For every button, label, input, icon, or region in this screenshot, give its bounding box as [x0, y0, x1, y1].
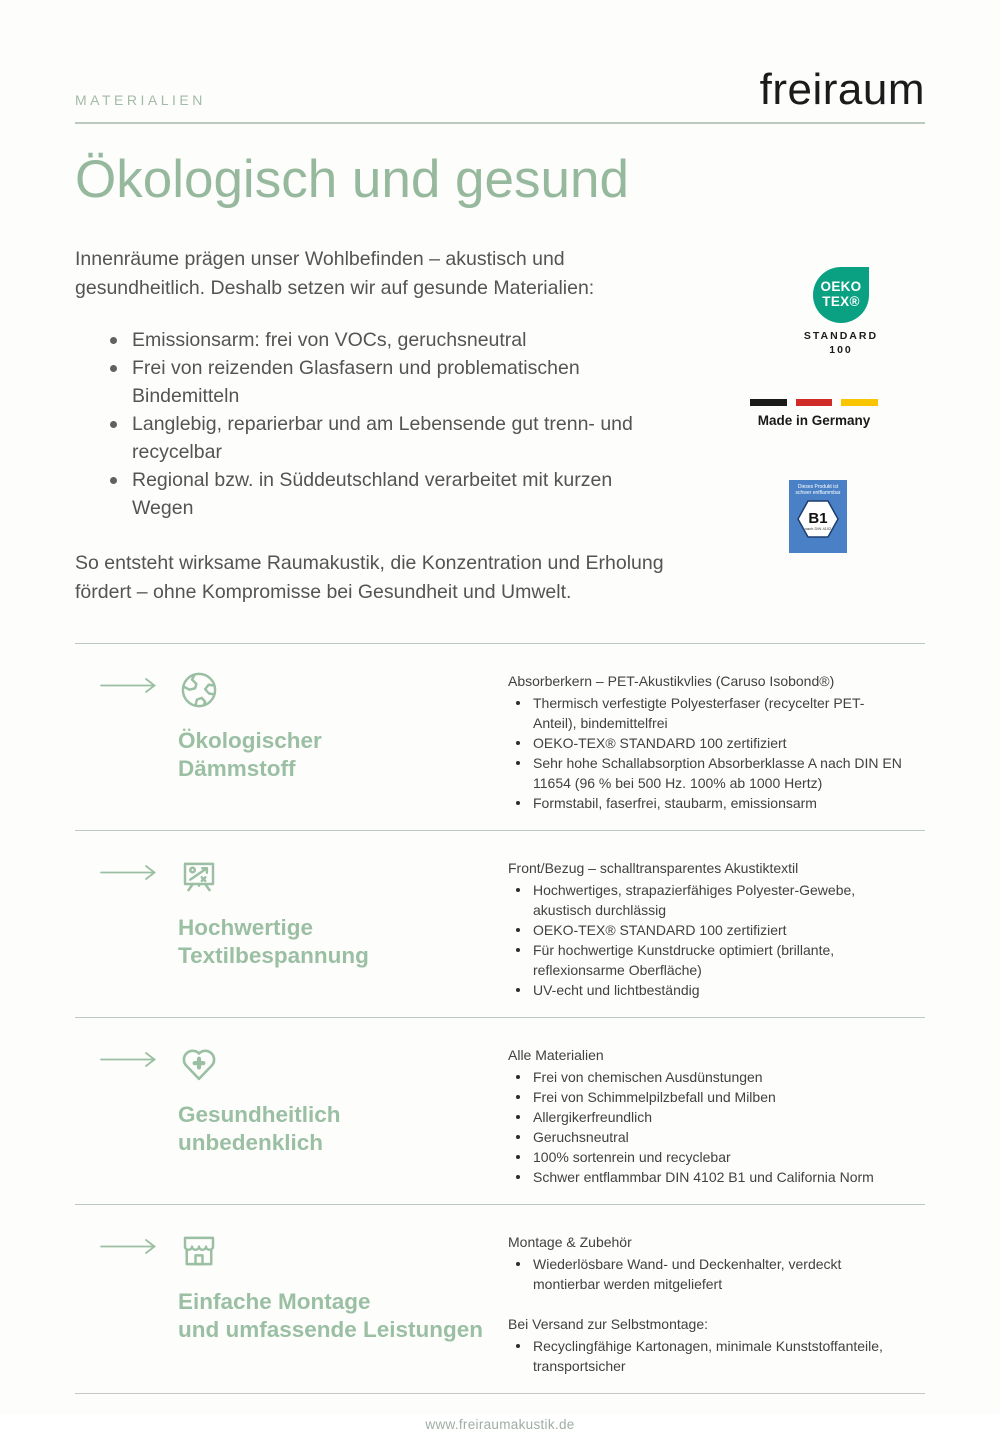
feature-heading-line: unbedenklich — [178, 1129, 324, 1155]
feature-bullet: Sehr hohe Schallabsorption Absorberklasse A nach DIN EN 11654 (96 % bei 500 Hz. 100% ab 1000 Hertz) — [508, 753, 903, 793]
feature-bullet: Schwer entflammbar DIN 4102 B1 und California Norm — [508, 1167, 903, 1187]
feature-content — [508, 669, 925, 813]
feature-bullet: Frei von chemischen Ausdünstungen — [508, 1067, 903, 1087]
intro-bullet: Langlebig, reparierbar und am Lebensende gut trenn- und recycelbar — [110, 410, 675, 466]
arrow-right-icon — [100, 856, 178, 1000]
feature-heading — [178, 727, 508, 783]
made-in-germany-badge — [750, 399, 878, 428]
feature-section — [75, 830, 925, 1017]
feature-bullet: Hochwertiges, strapazierfähiges Polyester-Gewebe, akustisch durchlässig — [508, 880, 903, 920]
arrow-right-icon — [100, 669, 178, 813]
feature-bullet: Recyclingfähige Kartonagen, minimale Kunststoffanteile, transportsicher — [508, 1336, 903, 1376]
storefront-icon — [178, 1230, 220, 1272]
german-flag-icon — [750, 399, 878, 406]
feature-group — [508, 671, 921, 813]
feature-heading-line: Einfache Montage — [178, 1288, 371, 1314]
feature-bullet: Frei von Schimmelpilzbefall und Milben — [508, 1087, 903, 1107]
feature-heading-line: Hochwertige — [178, 914, 314, 940]
intro-bullet: Regional bzw. in Süddeutschland verarbeitet mit kurzen Wegen — [110, 466, 675, 522]
feature-group — [508, 1045, 921, 1187]
presentation-board-icon — [178, 856, 220, 898]
b1-top-text: Dieses Produkt ist schwer entflammbar — [795, 484, 841, 497]
feature-group-intro: Alle Materialien — [508, 1046, 604, 1063]
feature-bullet: Für hochwertige Kunstdrucke optimiert (brillante, reflexionsarme Oberfläche) — [508, 940, 903, 980]
feature-heading-line: Textilbespannung — [178, 942, 369, 968]
svg-text:B1: B1 — [808, 509, 828, 527]
oekotex-icon — [813, 267, 869, 323]
closing-paragraph: So entsteht wirksame Raumakustik, die Konzentration und Erholung fördert – ohne Kompromisse bei Gesundheit und Umwelt. — [75, 551, 664, 603]
oekotex-badge — [786, 267, 896, 357]
feature-bullet: 100% sortenrein und recyclebar — [508, 1147, 903, 1167]
feature-bullet: Allergikerfreundlich — [508, 1107, 903, 1127]
feature-group — [508, 858, 921, 1000]
intro-bullet: Emissionsarm: frei von VOCs, geruchsneutral — [110, 326, 675, 354]
feature-bullet: Wiederlösbare Wand- und Deckenhalter, verdeckt montierbar werden mitgeliefert — [508, 1254, 903, 1294]
oekotex-line1: OEKO — [820, 279, 862, 295]
feature-bullet: Formstabil, faserfrei, staubarm, emissionsarm — [508, 793, 903, 813]
feature-section — [75, 1017, 925, 1204]
feature-heading-line: und umfassende Leistungen — [178, 1316, 484, 1342]
feature-bullet: OEKO-TEX® STANDARD 100 zertifiziert — [508, 920, 903, 940]
feature-bullet-list — [508, 1067, 921, 1187]
freiraum-logo: freiraum — [759, 65, 925, 114]
feature-group — [508, 1314, 921, 1376]
feature-heading-line: Gesundheitlich — [178, 1101, 341, 1127]
b1-fire-rating-badge — [789, 480, 847, 553]
header — [75, 65, 925, 124]
feature-bullet: Geruchsneutral — [508, 1127, 903, 1147]
intro-bullet: Frei von reizenden Glasfasern und problematischen Bindemitteln — [110, 354, 675, 410]
feature-group-intro: Bei Versand zur Selbstmontage: — [508, 1315, 709, 1332]
feature-bullet-list — [508, 1254, 921, 1294]
feature-group-intro: Front/Bezug – schalltransparentes Akustiktextil — [508, 859, 799, 876]
feature-bullet: UV-echt und lichtbeständig — [508, 980, 903, 1000]
feature-bullet-list — [508, 1336, 921, 1376]
b1-hexagon-icon — [796, 499, 840, 539]
heart-plus-icon — [178, 1043, 220, 1085]
feature-heading-line: Dämmstoff — [178, 755, 296, 781]
footer-url: www.freiraumakustik.de — [425, 1416, 575, 1432]
oekotex-caption-standard: STANDARD — [803, 330, 879, 342]
feature-bullet-list — [508, 880, 921, 1000]
oekotex-line2: TEX® — [822, 294, 860, 309]
footer — [75, 1393, 925, 1432]
feature-group — [508, 1232, 921, 1294]
feature-heading — [178, 1288, 508, 1344]
feature-section — [75, 1204, 925, 1393]
page-title: Ökologisch und gesund — [75, 150, 629, 209]
arrow-right-icon — [100, 1043, 178, 1187]
feature-group-intro: Montage & Zubehör — [508, 1233, 632, 1250]
feature-content — [508, 856, 925, 1000]
feature-heading — [178, 1101, 508, 1157]
eyebrow-label: MATERIALIEN — [75, 92, 206, 108]
oekotex-caption-100: 100 — [829, 343, 853, 356]
made-in-germany-label: Made in Germany — [757, 413, 871, 428]
feature-heading — [178, 914, 508, 970]
feature-content — [508, 1230, 925, 1376]
intro-paragraph: Innenräume prägen unser Wohlbefinden – akustisch und gesundheitlich. Deshalb setzen wir auf gesunde Materialien: — [75, 247, 595, 299]
feature-group-intro: Absorberkern – PET-Akustikvlies (Caruso Isobond®) — [508, 672, 835, 689]
feature-bullet-list — [508, 693, 921, 813]
feature-bullet: OEKO-TEX® STANDARD 100 zertifiziert — [508, 733, 903, 753]
feature-heading-line: Ökologischer — [178, 727, 322, 753]
feature-bullet: Thermisch verfestigte Polyesterfaser (recycelter PET-Anteil), bindemittelfrei — [508, 693, 903, 733]
feature-section — [75, 643, 925, 830]
feature-content — [508, 1043, 925, 1187]
globe-icon — [178, 669, 220, 711]
arrow-right-icon — [100, 1230, 178, 1376]
svg-text:nach DIN 4102: nach DIN 4102 — [804, 525, 832, 531]
